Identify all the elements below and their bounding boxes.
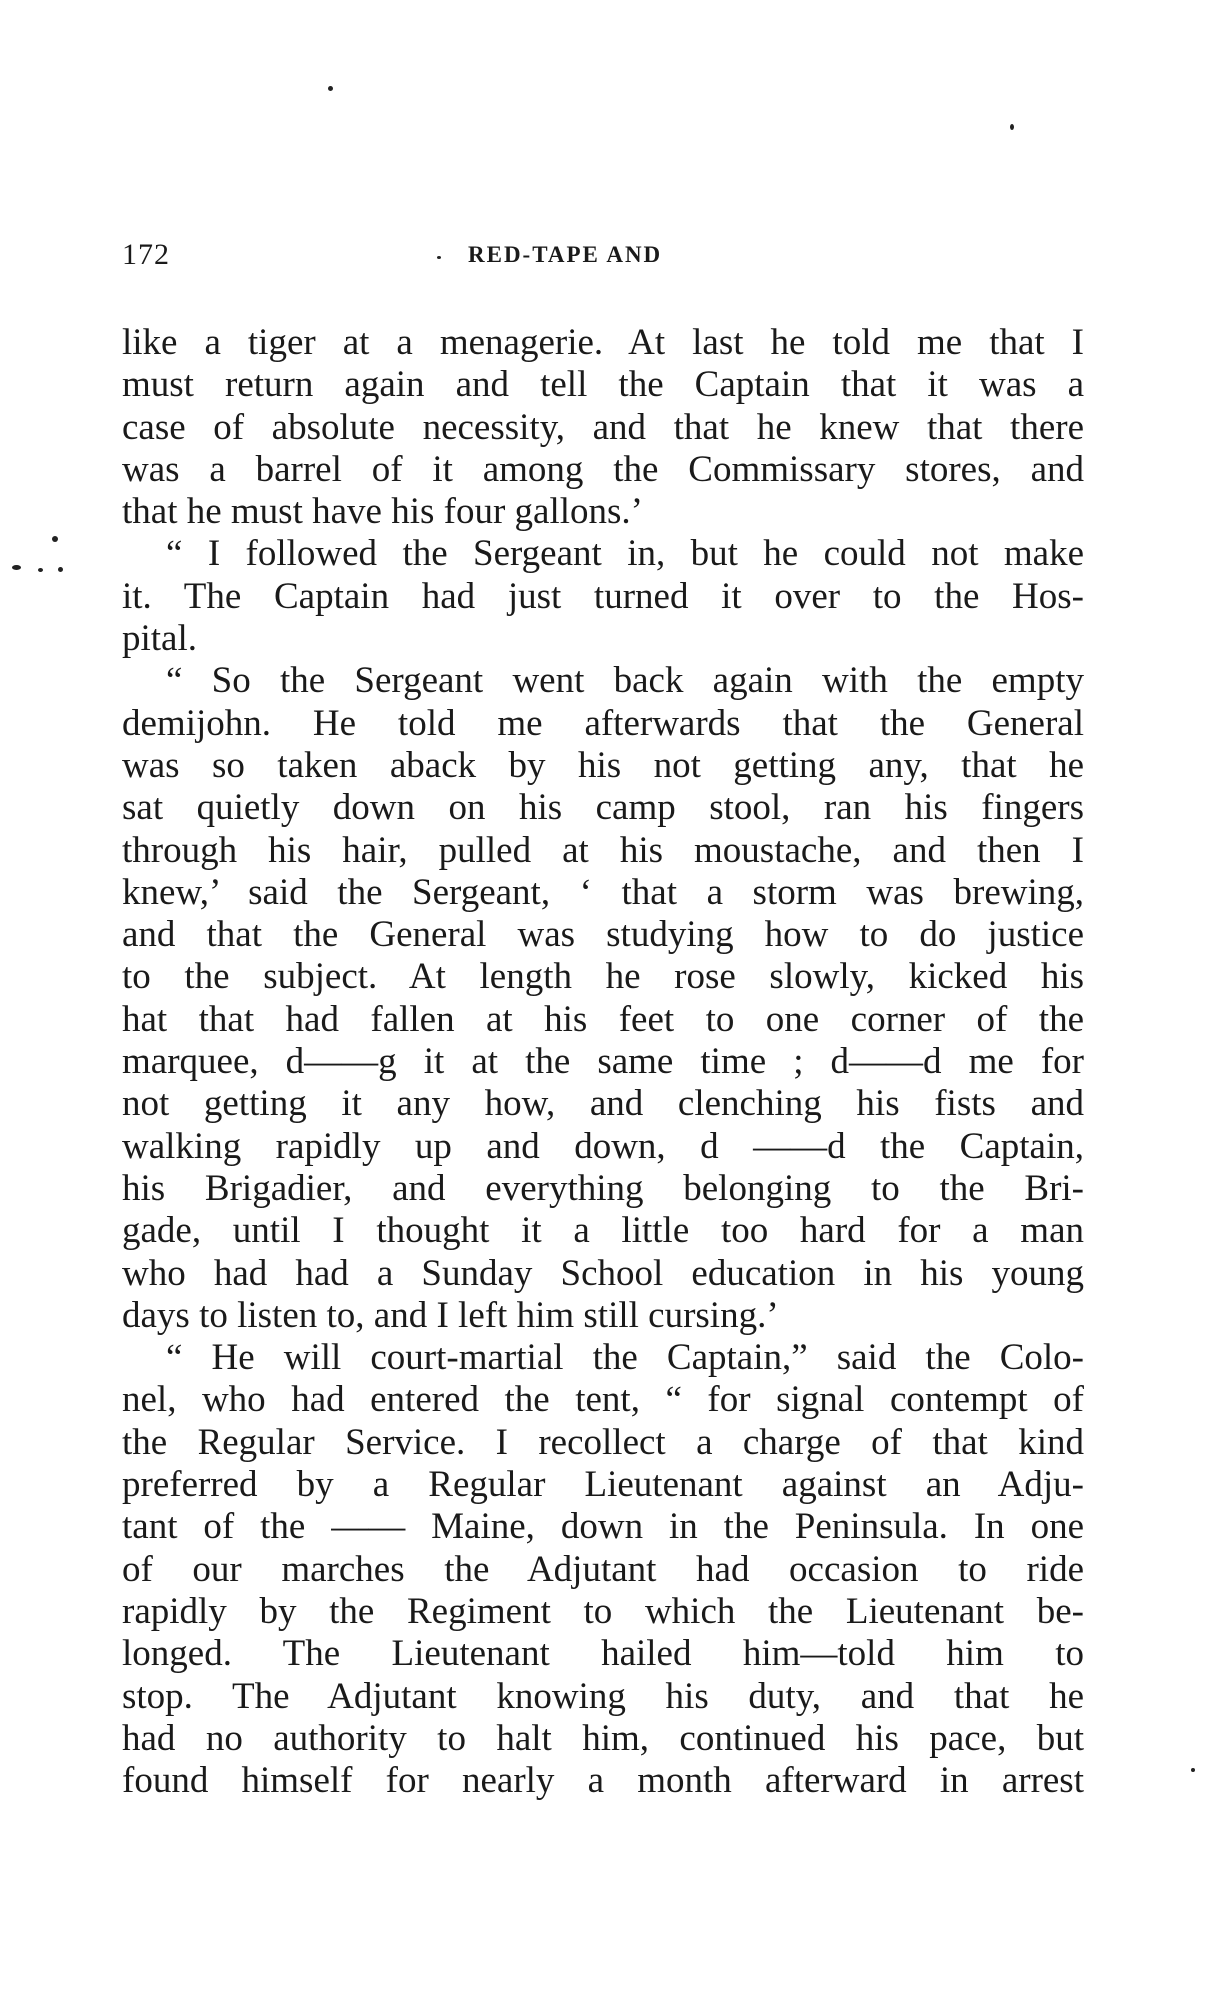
print-speck: [12, 565, 21, 570]
text-line: case of absolute necessity, and that he knew that there: [122, 406, 1084, 448]
text-line: like a tiger at a menagerie. At last he told me that I: [122, 322, 1084, 363]
page-header: [122, 238, 1082, 288]
text-line: demijohn. He told me afterwards that the General: [122, 702, 1084, 744]
text-line: rapidly by the Regiment to which the Lieutenant be-: [122, 1590, 1084, 1632]
page-number: 172: [122, 238, 170, 271]
text-line: who had had a Sunday School education in his young: [122, 1252, 1084, 1294]
text-line: nel, who had entered the tent, “ for signal contempt of: [122, 1379, 1084, 1421]
text-line: days to listen to, and I left him still cursing.’: [122, 1294, 779, 1336]
text-line: must return again and tell the Captain that it was a: [122, 364, 1084, 406]
print-speck: [328, 86, 333, 91]
text-line: his Brigadier, and everything belonging to the Bri-: [122, 1167, 1084, 1209]
body-text: [122, 322, 1084, 1802]
text-line: “ So the Sergeant went back again with the empty: [166, 660, 1084, 702]
text-line: to the subject. At length he rose slowly, kicked his: [122, 956, 1084, 998]
text-line: “ He will court-martial the Captain,” said the Colo-: [166, 1337, 1084, 1379]
text-line: and that the General was studying how to do justice: [122, 914, 1084, 956]
text-line: it. The Captain had just turned it over to the Hos-: [122, 575, 1084, 617]
text-line: “ I followed the Sergeant in, but he could not make: [166, 533, 1084, 575]
text-line: not getting it any how, and clenching his fists and: [122, 1083, 1084, 1125]
text-line: walking rapidly up and down, d ——d the Captain,: [122, 1125, 1084, 1167]
print-speck: [1191, 1768, 1195, 1772]
print-speck: [58, 567, 63, 572]
text-line: tant of the —— Maine, down in the Peninsula. In one: [122, 1506, 1084, 1548]
text-line: of our marches the Adjutant had occasion to ride: [122, 1548, 1084, 1590]
text-line: sat quietly down on his camp stool, ran his fingers: [122, 787, 1084, 829]
text-line: the Regular Service. I recollect a charge of that kind: [122, 1421, 1084, 1463]
text-line: longed. The Lieutenant hailed him—told him to: [122, 1633, 1084, 1675]
text-line: marquee, d——g it at the same time ; d——d me for: [122, 1041, 1084, 1083]
text-line: was a barrel of it among the Commissary stores, and: [122, 448, 1084, 490]
print-speck: [52, 536, 58, 542]
text-line: through his hair, pulled at his moustache, and then I: [122, 829, 1084, 871]
text-line: knew,’ said the Sergeant, ‘ that a storm was brewing,: [122, 871, 1084, 913]
text-line: had no authority to halt him, continued his pace, but: [122, 1717, 1084, 1759]
print-speck: [1010, 124, 1014, 130]
text-line: was so taken aback by his not getting any, that he: [122, 744, 1084, 786]
text-line: pital.: [122, 618, 198, 660]
text-line: preferred by a Regular Lieutenant against an Adju-: [122, 1464, 1084, 1506]
print-speck: [38, 568, 43, 572]
text-line: hat that had fallen at his feet to one corner of the: [122, 998, 1084, 1040]
text-line: gade, until I thought it a little too hard for a man: [122, 1210, 1084, 1252]
running-title: RED-TAPE AND: [468, 242, 663, 267]
text-line: found himself for nearly a month afterward in arrest: [122, 1760, 1084, 1802]
text-line: that he must have his four gallons.’: [122, 491, 643, 533]
text-line: stop. The Adjutant knowing his duty, and that he: [122, 1675, 1084, 1717]
